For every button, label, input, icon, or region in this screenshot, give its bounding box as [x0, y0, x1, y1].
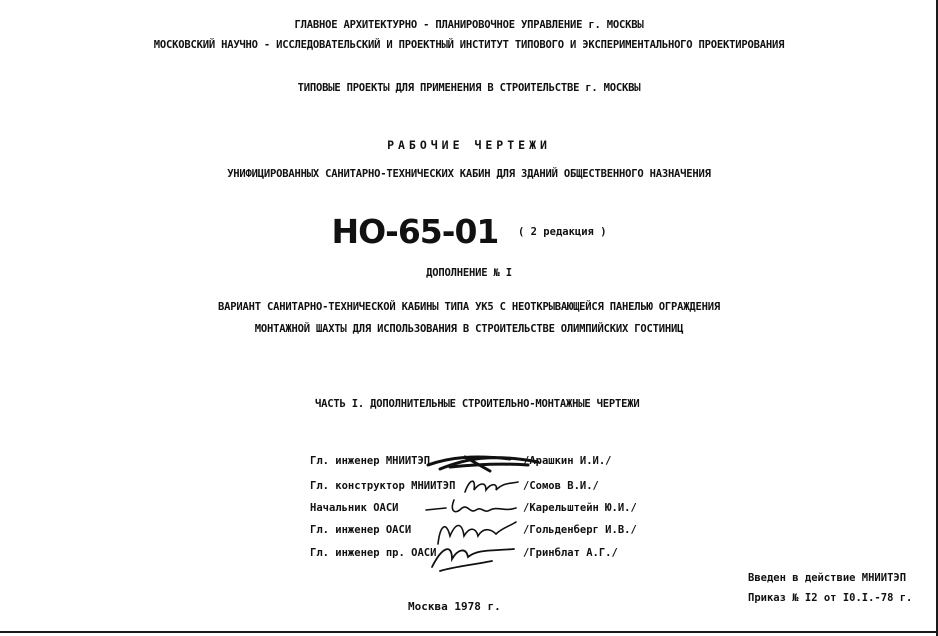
signatory-name: /Карельштейн Ю.И./ — [523, 502, 637, 514]
signatory-role: Гл. инженер ОАСИ — [310, 524, 412, 536]
signatory-role: Гл. инженер пр. ОАСИ — [310, 547, 437, 559]
edition-label: ( 2 редакция ) — [518, 225, 607, 238]
addendum-number: ДОПОЛНЕНИЕ № I — [426, 267, 512, 279]
signatory-role: Гл. инженер МНИИТЭП — [310, 455, 431, 467]
signatory-name: /Арашкин И.И./ — [523, 455, 612, 467]
part-title: ЧАСТЬ I. ДОПОЛНИТЕЛЬНЫЕ СТРОИТЕЛЬНО-МОНТАЖНЫЕ ЧЕРТЕЖИ — [315, 398, 640, 410]
signatory-role: Начальник ОАСИ — [310, 502, 399, 514]
project-code: НО-65-01 — [331, 212, 499, 251]
page-edge-bottom — [0, 631, 938, 633]
order-reference: Приказ № I2 от I0.I.-78 г. — [748, 592, 913, 604]
organization-line-2: МОСКОВСКИЙ НАУЧНО - ИССЛЕДОВАТЕЛЬСКИЙ И ПРОЕКТНЫЙ ИНСТИТУТ ТИПОВОГО И ЭКСПЕРИМЕНТАЛЬНОГО ПРОЕКТИРОВАНИЯ — [153, 39, 785, 51]
signatory-role: Гл. конструктор МНИИТЭП — [310, 480, 456, 492]
handwritten-signature — [422, 537, 522, 577]
variant-description-line-2: МОНТАЖНОЙ ШАХТЫ ДЛЯ ИСПОЛЬЗОВАНИЯ В СТРОИТЕЛЬСТВЕ ОЛИМПИЙСКИХ ГОСТИНИЦ — [254, 323, 684, 335]
city-and-year: Москва 1978 г. — [408, 600, 501, 613]
organization-line-1: ГЛАВНОЕ АРХИТЕКТУРНО - ПЛАНИРОВОЧНОЕ УПРАВЛЕНИЕ г. МОСКВЫ — [294, 19, 644, 31]
variant-description-line-1: ВАРИАНТ САНИТАРНО-ТЕХНИЧЕСКОЙ КАБИНЫ ТИПА УК5 С НЕОТКРЫВАЮЩЕЙСЯ ПАНЕЛЬЮ ОГРАЖДЕНИЯ — [218, 301, 720, 313]
document-type: РАБОЧИЕ ЧЕРТЕЖИ — [387, 138, 551, 152]
signatory-name: /Гольденберг И.В./ — [523, 524, 637, 536]
handwritten-signature — [462, 474, 522, 498]
signatory-name: /Гринблат А.Г./ — [523, 547, 618, 559]
document-subtitle: УНИФИЦИРОВАННЫХ САНИТАРНО-ТЕХНИЧЕСКИХ КАБИН ДЛЯ ЗДАНИЙ ОБЩЕСТВЕННОГО НАЗНАЧЕНИЯ — [227, 168, 711, 180]
project-code-row — [0, 212, 938, 251]
handwritten-signature — [420, 447, 545, 475]
signatory-name: /Сомов В.И./ — [523, 480, 599, 492]
series-title: ТИПОВЫЕ ПРОЕКТЫ ДЛЯ ПРИМЕНЕНИЯ В СТРОИТЕЛЬСТВЕ г. МОСКВЫ — [297, 82, 641, 94]
introduction-note: Введен в действие МНИИТЭП — [748, 572, 907, 584]
